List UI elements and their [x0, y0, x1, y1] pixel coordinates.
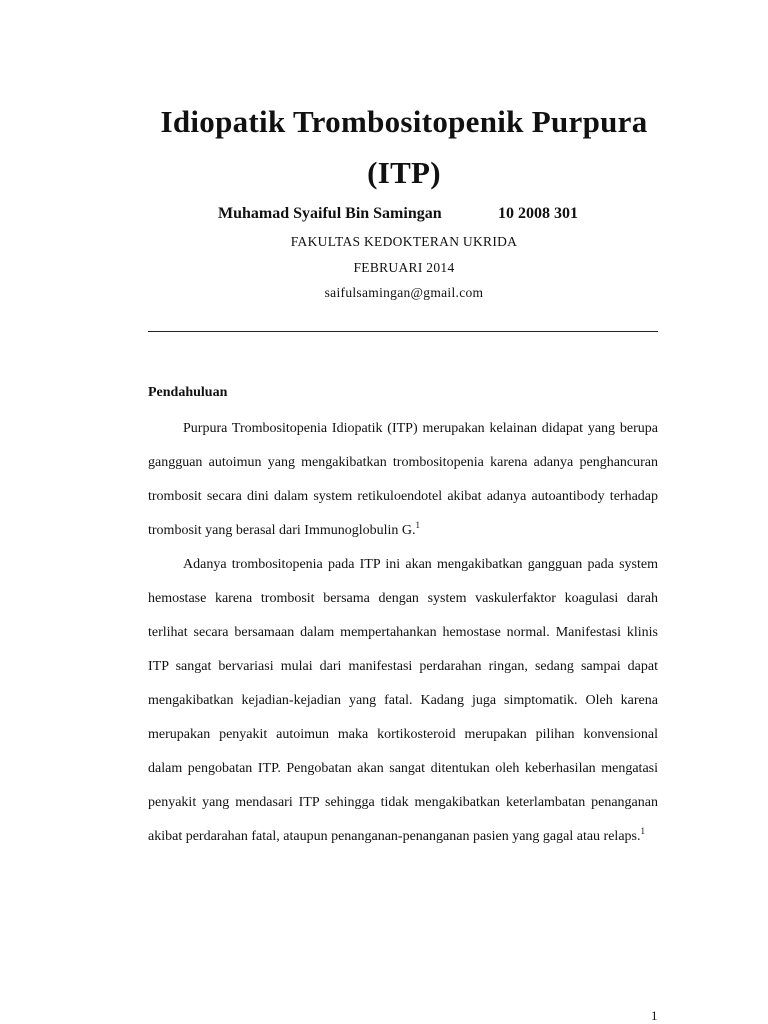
- author-line: [218, 205, 578, 223]
- document-title-line-2: (ITP): [367, 155, 441, 190]
- document-title-line-1: Idiopatik Trombositopenik Purpura: [160, 104, 648, 139]
- faculty-name: FAKULTAS KEDOKTERAN UKRIDA: [290, 234, 518, 249]
- paragraph-1: [148, 412, 658, 548]
- document-date: FEBRUARI 2014: [353, 260, 455, 275]
- header-divider: [148, 331, 658, 332]
- body-text: [148, 412, 658, 854]
- page-number: 1: [651, 1008, 658, 1023]
- paragraph-2: [148, 548, 658, 854]
- paragraph-1-text: Purpura Trombositopenia Idiopatik (ITP) merupakan kelainan didapat yang berupa gangguan autoimun yang mengakibatkan trombositopenia karena adanya penghancuran trombosit secara dini dalam system retikuloendotel akibat adanya autoantibody terhadap trombosit yang berasal dari Immunoglobulin G.: [148, 421, 658, 538]
- author-name: Muhamad Syaiful Bin Samingan: [218, 205, 442, 222]
- paragraph-1-citation: 1: [415, 520, 421, 530]
- paragraph-2-text: Adanya trombositopenia pada ITP ini akan mengakibatkan gangguan pada system hemostase karena trombosit bersama dengan system vaskulerfaktor koagulasi darah terlihat secara bersamaan dalam mempertahankan hemostase normal. Manifestasi klinis ITP sangat bervariasi mulai dari manifestasi perdarahan ringan, sedang sampai dapat mengakibatkan kejadian-kejadian yang fatal. Kadang juga simptomatik. Oleh karena merupakan penyakit autoimun maka kortikosteroid merupakan pilihan konvensional dalam pengobatan ITP. Pengobatan akan sangat ditentukan oleh keberhasilan mengatasi penyakit yang mendasari ITP sehingga tidak mengakibatkan keterlambatan penanganan akibat perdarahan fatal, ataupun penanganan-penanganan pasien yang gagal atau relaps.: [148, 557, 658, 844]
- section-heading: Pendahuluan: [148, 385, 228, 400]
- author-email: saifulsamingan@gmail.com: [324, 285, 484, 300]
- paragraph-2-citation: 1: [640, 826, 645, 836]
- author-id: 10 2008 301: [498, 205, 578, 222]
